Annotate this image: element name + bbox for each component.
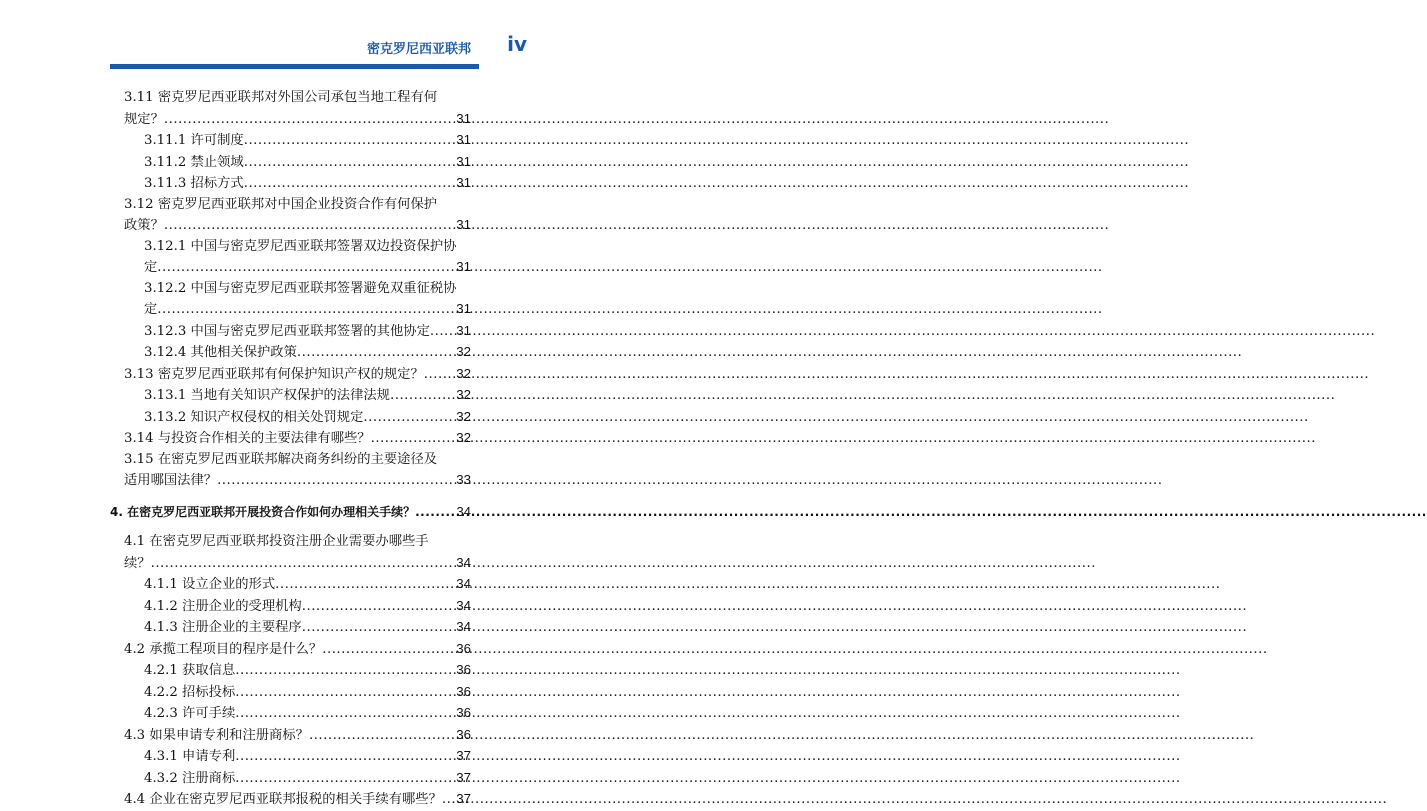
dot-leader [297,343,454,364]
toc-entry-page: 31 [456,217,471,232]
dot-leader [415,502,454,523]
toc-entry[interactable] [110,682,471,704]
toc-entry[interactable] [110,746,471,768]
toc-entry-title: 4.3 如果申请专利和注册商标？ [124,727,309,743]
dot-leader [235,704,454,725]
dot-leader [164,110,454,131]
toc-entry-page: 32 [456,365,471,381]
toc-entry-title: 4.4 企业在密克罗尼西亚联邦报税的相关手续有哪些？ [124,792,442,807]
toc-entry-title: 4.2 承揽工程项目的程序是什么？ [124,641,323,657]
toc-entry-page: 37 [456,748,471,763]
toc-entry-page: 31 [456,301,471,316]
toc-entry-page: 36 [456,683,471,699]
toc-entry-title: 4.1.1 设立企业的形式 [144,577,276,592]
toc-entry[interactable] [110,789,471,811]
toc-entry[interactable] [110,321,471,343]
toc-entry-page: 37 [456,791,471,806]
dot-leader [217,471,454,492]
toc-entry-title: 续？ [124,555,151,571]
header-rule [110,64,479,69]
toc-entry-title-line: 3.11 密克罗尼西亚联邦对外国公司承包当地工程有何 [124,90,438,105]
toc-entry-page: 31 [456,110,471,126]
toc-entry[interactable] [110,279,471,321]
toc-entry-title: 4. 在密克罗尼西亚联邦开展投资合作如何办理相关手续？ [110,504,416,519]
toc-entry[interactable] [110,639,471,661]
toc-entry-page: 32 [456,344,471,359]
toc-entry-page: 36 [456,705,471,720]
toc-entry-title: 4.2.2 招标投标 [144,684,236,700]
toc-entry-page: 34 [456,597,471,613]
toc-entry-title: 3.11.3 招标方式 [144,176,244,191]
toc-entry-title-line: 3.12 密克罗尼西亚联邦对中国企业投资合作有何保护 [124,196,438,212]
toc-entry-title: 3.13.1 当地有关知识产权保护的法律法规 [144,388,390,403]
toc-entry-title: 3.12.3 中国与密克罗尼西亚联邦签署的其他协定 [144,323,430,339]
toc-entry-title: 定 [144,302,158,317]
toc-entry-page: 32 [456,387,471,402]
dot-leader [302,618,454,639]
toc-entry-page: 33 [456,472,471,487]
toc-entry-title: 3.13.2 知识产权侵权的相关处罚规定 [144,409,364,425]
dot-leader [235,747,454,768]
toc-entry-page: 34 [456,619,471,634]
toc-entry-page: 31 [456,175,471,190]
dot-leader [235,661,454,682]
toc-entry-title: 3.12.4 其他相关保护政策 [144,345,297,360]
page-number: iv [507,32,527,56]
toc-entry-page: 36 [456,640,471,656]
toc-entry[interactable] [110,152,471,174]
toc-entry-title: 4.2.1 获取信息 [144,663,236,678]
dot-leader [151,554,455,575]
toc-entry-title-line: 3.12.1 中国与密克罗尼西亚联邦签署双边投资保护协 [144,238,457,254]
toc-entry-title: 3.13 密克罗尼西亚联邦有何保护知识产权的规定？ [124,366,424,382]
toc-entry[interactable] [110,173,471,195]
toc-entry[interactable] [110,195,471,237]
toc-entry-title: 3.11.2 禁止领域 [144,154,244,170]
dot-leader [363,408,454,429]
dot-leader [390,386,454,407]
dot-leader [442,790,454,811]
toc-entry[interactable] [110,130,471,152]
toc-entry-title: 政策？ [124,218,164,233]
dot-leader [430,322,454,343]
table-of-contents [110,88,471,811]
toc-entry[interactable] [110,342,471,364]
toc-entry-title: 定 [144,260,158,275]
toc-entry-page: 31 [456,322,471,338]
toc-entry[interactable] [110,574,471,596]
toc-entry-title: 4.2.3 许可手续 [144,706,236,721]
toc-entry-page: 36 [456,662,471,677]
toc-entry-page: 34 [456,503,471,519]
toc-entry[interactable] [110,407,471,429]
dot-leader [322,640,454,661]
toc-entry[interactable] [110,502,471,523]
toc-entry-title-line: 3.12.2 中国与密克罗尼西亚联邦签署避免双重征税协 [144,280,457,296]
toc-entry-title: 3.11.1 许可制度 [144,133,244,148]
running-header-title: 密克罗尼西亚联邦 [366,42,471,57]
toc-entry[interactable] [110,596,471,618]
toc-entry-page: 31 [456,153,471,169]
toc-entry[interactable] [110,725,471,747]
toc-entry-title: 规定？ [124,111,164,127]
toc-entry-title: 4.3.2 注册商标 [144,770,236,786]
dot-leader [244,174,454,195]
toc-entry[interactable] [110,237,471,279]
dot-leader [235,683,454,704]
toc-entry[interactable] [110,768,471,790]
dot-leader [302,597,454,618]
toc-entry-page: 34 [456,554,471,570]
toc-entry-page: 32 [456,408,471,424]
dot-leader [157,300,454,321]
toc-entry-title: 4.3.1 申请专利 [144,749,236,764]
toc-entry[interactable] [110,703,471,725]
dot-leader [371,429,455,450]
toc-entry-title: 4.1.3 注册企业的主要程序 [144,620,302,635]
toc-entry[interactable] [110,88,471,130]
toc-entry[interactable] [110,617,471,639]
toc-entry-page: 34 [456,576,471,591]
dot-leader [244,131,454,152]
dot-leader [275,575,454,596]
dot-leader [424,365,454,386]
dot-leader [235,769,454,790]
toc-entry-title-line: 3.15 在密克罗尼西亚联邦解决商务纠纷的主要途径及 [124,451,438,467]
toc-entry-page: 31 [456,132,471,147]
dot-leader [157,258,454,279]
toc-entry-page: 36 [456,726,471,742]
toc-entry[interactable] [110,450,471,492]
toc-entry-title-line: 4.1 在密克罗尼西亚联邦投资注册企业需要办哪些手 [124,534,429,549]
toc-entry-title: 4.1.2 注册企业的受理机构 [144,598,302,614]
toc-entry-page: 31 [456,259,471,274]
toc-entry[interactable] [110,385,471,407]
dot-leader [309,726,454,747]
toc-entry-page: 32 [456,430,471,445]
toc-entry[interactable] [110,428,471,450]
toc-entry-title: 适用哪国法律？ [124,473,218,488]
dot-leader [244,153,454,174]
toc-entry[interactable] [110,532,471,574]
toc-entry-page: 37 [456,769,471,785]
toc-entry[interactable] [110,364,471,386]
toc-entry[interactable] [110,660,471,682]
dot-leader [164,216,454,237]
toc-entry-title: 3.14 与投资合作相关的主要法律有哪些？ [124,431,371,446]
